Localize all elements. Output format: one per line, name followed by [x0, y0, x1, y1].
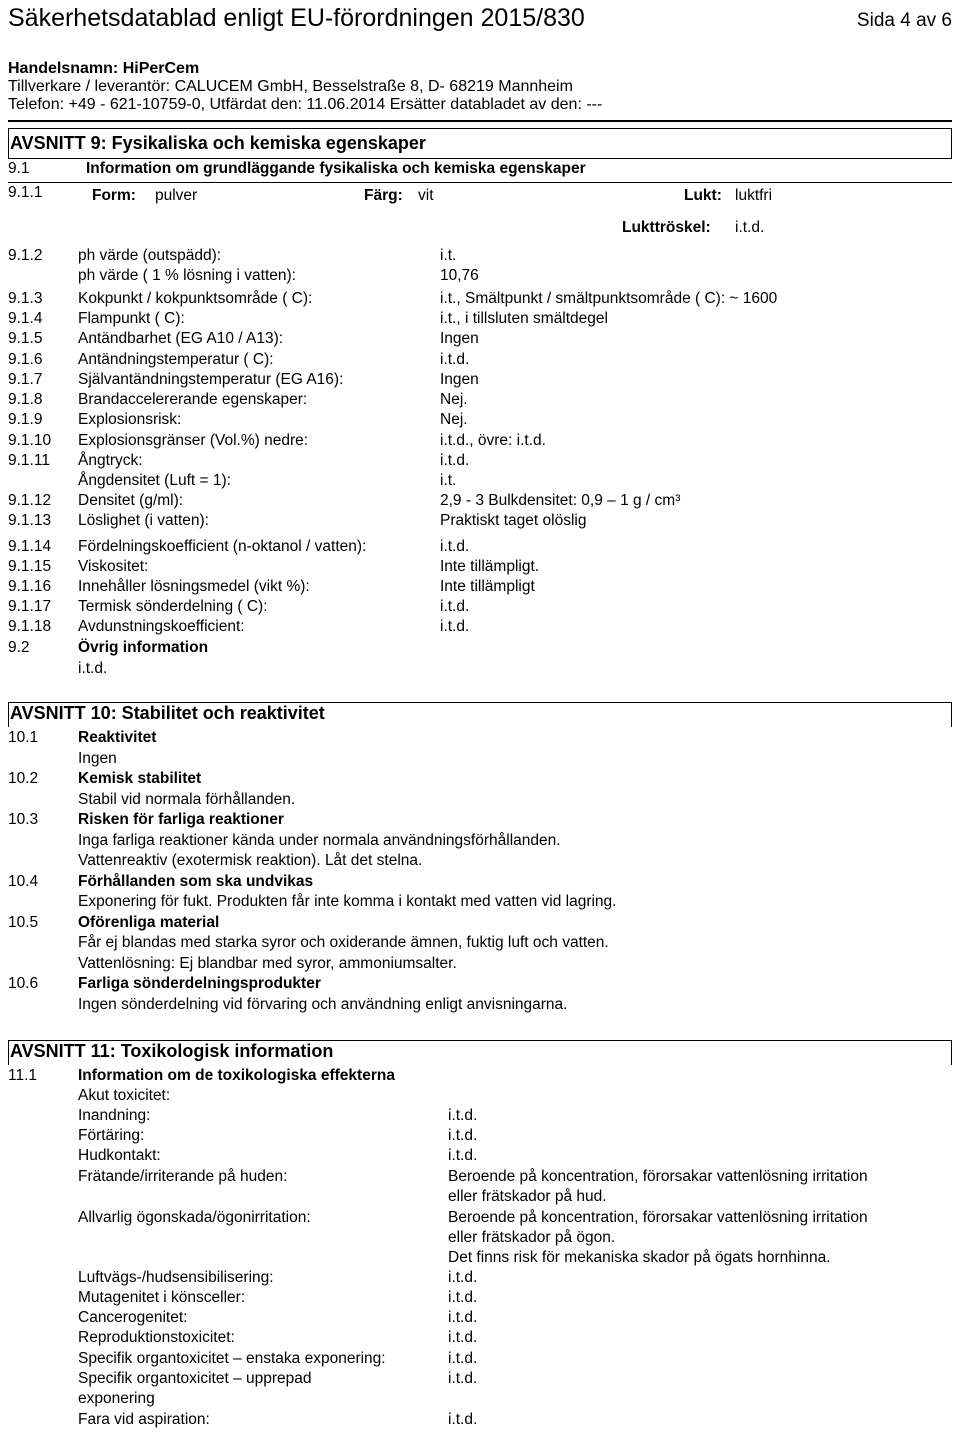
toxicity-row-continued — [8, 1389, 952, 1409]
toxicity-value: i.t.d. — [448, 1127, 478, 1144]
item-text: Vattenlösning: Ej blandbar med syror, ammoniumsalter. — [78, 954, 457, 972]
property-value: 10,76 — [440, 267, 479, 284]
property-number: 9.1.7 — [8, 371, 43, 388]
property-value: Nej. — [440, 391, 468, 408]
header-divider — [8, 120, 952, 122]
acute-toxicity-label: Akut toxicitet: — [78, 1087, 171, 1104]
property-row — [8, 289, 952, 309]
subsection-num: 9.1 — [8, 160, 30, 177]
stability-item-text — [8, 933, 952, 953]
subsection-9-1 — [8, 158, 952, 179]
stability-item-text — [8, 790, 952, 810]
property-row — [8, 329, 952, 349]
item-heading: Förhållanden som ska undvikas — [78, 872, 314, 890]
property-value: i.t., Smältpunkt / smältpunktsområde ( C): ~ 1600 — [440, 290, 778, 307]
property-number: 9.1.14 — [8, 538, 52, 555]
toxicity-row — [8, 1146, 952, 1166]
property-row — [8, 390, 952, 410]
phone-issued: Telefon: +49 - 621-10759-0, Utfärdat den: 11.06.2014 Ersätter databladet av den: --- — [8, 96, 603, 113]
toxicity-label: Allvarlig ögonskada/ögonirritation: — [78, 1209, 311, 1226]
property-value: i.t.d. — [440, 452, 470, 469]
property-number: 9.1.4 — [8, 310, 43, 327]
item-number: 10.1 — [8, 729, 39, 746]
property-row — [8, 577, 952, 597]
toxicity-row — [8, 1369, 952, 1389]
property-row — [8, 370, 952, 390]
item-text: Ingen sönderdelning vid förvaring och användning enligt anvisningarna. — [78, 995, 568, 1013]
row-9-1-1 — [8, 182, 952, 205]
property-row — [8, 491, 952, 511]
property-number: 9.1.12 — [8, 492, 52, 509]
toxicity-value-continued: eller frätskador på ögon. — [448, 1229, 616, 1246]
property-number: 9.1.6 — [8, 351, 43, 368]
property-label: Termisk sönderdelning ( C): — [78, 598, 268, 615]
property-label: Självantändningstemperatur (EG A16): — [78, 371, 344, 388]
form-label: Form: — [92, 187, 136, 204]
item-number: 10.3 — [8, 811, 39, 828]
item-heading: Oförenliga material — [78, 913, 220, 931]
toxicity-row — [8, 1349, 952, 1369]
property-row — [8, 557, 952, 577]
property-value: i.t., i tillsluten smältdegel — [440, 310, 608, 327]
other-info-label: Övrig information — [78, 639, 209, 656]
toxicity-value: i.t.d. — [448, 1269, 478, 1286]
property-number: 9.1.18 — [8, 618, 52, 635]
property-row — [8, 266, 952, 286]
toxicity-label: Cancerogenitet: — [78, 1309, 188, 1326]
item-number: 10.2 — [8, 770, 39, 787]
row-num: 11.1 — [8, 1067, 38, 1084]
section-10-title: AVSNITT 10: Stabilitet och reaktivitet — [10, 703, 325, 723]
toxicity-label: Hudkontakt: — [78, 1147, 161, 1164]
property-row — [8, 350, 952, 370]
property-value: Inte tillämpligt — [440, 578, 535, 595]
toxicity-value: i.t.d. — [448, 1107, 478, 1124]
property-value: i.t.d. — [440, 538, 470, 555]
row-num: 9.2 — [8, 639, 30, 656]
property-number: 9.1.2 — [8, 247, 43, 264]
property-row — [8, 471, 952, 491]
toxicity-label: Reproduktionstoxicitet: — [78, 1329, 235, 1346]
property-row — [8, 617, 952, 637]
document-title: Säkerhetsdatablad enligt EU-förordningen 2015/830 — [8, 4, 585, 32]
odor-threshold-value: i.t.d. — [735, 219, 765, 236]
toxicity-label: Frätande/irriterande på huden: — [78, 1168, 288, 1185]
property-label: Explosionsgränser (Vol.%) nedre: — [78, 432, 309, 449]
subsection-11-1 — [8, 1066, 952, 1086]
odor-label: Lukt: — [684, 187, 722, 204]
property-number: 9.1.13 — [8, 512, 52, 529]
property-value: Inte tillämpligt. — [440, 558, 540, 575]
property-value: Ingen — [440, 371, 479, 388]
property-value: i.t.d. — [440, 598, 470, 615]
property-label: Viskositet: — [78, 558, 149, 575]
property-row — [8, 431, 952, 451]
property-label: Flampunkt ( C): — [78, 310, 185, 327]
property-label: Löslighet (i vatten): — [78, 512, 209, 529]
subsection-label: Information om grundläggande fysikaliska och kemiska egenskaper — [86, 160, 586, 177]
item-text: Får ej blandas med starka syror och oxiderande ämnen, fuktig luft och vatten. — [78, 934, 609, 951]
property-label: Antändbarhet (EG A10 / A13): — [78, 330, 284, 347]
property-row — [8, 410, 952, 430]
stability-item-text — [8, 995, 952, 1015]
toxicity-label: Fara vid aspiration: — [78, 1411, 210, 1428]
toxicity-row — [8, 1328, 952, 1348]
toxicity-row-continued — [8, 1248, 952, 1268]
property-row — [8, 246, 952, 266]
odor-threshold-label: Lukttröskel: — [622, 219, 711, 236]
stability-item-text — [8, 954, 952, 974]
stability-item-text — [8, 851, 952, 871]
item-text: Ingen — [78, 749, 117, 767]
toxicity-value: i.t.d. — [448, 1329, 478, 1346]
property-number: 9.1.8 — [8, 391, 43, 408]
property-label: Brandaccelererande egenskaper: — [78, 391, 308, 408]
stability-item-heading — [8, 974, 952, 994]
toxicity-label: Mutagenitet i könsceller: — [78, 1289, 246, 1306]
toxicity-value: i.t.d. — [448, 1411, 478, 1428]
section-9-title: AVSNITT 9: Fysikaliska och kemiska egenskaper — [10, 133, 426, 153]
toxicity-value: Beroende på koncentration, förorsakar vattenlösning irritation — [448, 1209, 868, 1226]
section-11-title: AVSNITT 11: Toxikologisk information — [10, 1041, 334, 1061]
property-value: i.t.d., övre: i.t.d. — [440, 432, 546, 449]
toxicity-value-continued: eller frätskador på hud. — [448, 1188, 607, 1205]
property-number: 9.1.10 — [8, 432, 52, 449]
toxicity-label: Förtäring: — [78, 1127, 145, 1144]
toxicity-value-continued: Det finns risk för mekaniska skador på ögats hornhinna. — [448, 1249, 831, 1266]
acute-toxicity-row — [8, 1086, 952, 1106]
property-number: 9.1.17 — [8, 598, 52, 615]
item-heading: Kemisk stabilitet — [78, 770, 202, 787]
property-value: i.t.d. — [440, 618, 470, 635]
property-label: Avdunstningskoefficient: — [78, 618, 245, 635]
subsection-label: Information om de toxikologiska effekterna — [78, 1067, 395, 1084]
toxicity-row-continued — [8, 1228, 952, 1248]
stability-item-heading — [8, 769, 952, 789]
property-number: 9.1.16 — [8, 578, 52, 595]
color-value: vit — [418, 187, 434, 204]
property-number: 9.1.11 — [8, 452, 50, 469]
property-number: 9.1.15 — [8, 558, 52, 575]
property-value: Praktiskt taget olöslig — [440, 512, 587, 529]
item-heading: Reaktivitet — [78, 729, 157, 746]
stability-item-text — [8, 749, 952, 769]
toxicity-value: Beroende på koncentration, förorsakar vattenlösning irritation — [448, 1168, 868, 1185]
stability-item-text — [8, 831, 952, 851]
property-row — [8, 597, 952, 617]
trade-name: Handelsnamn: HiPerCem — [8, 60, 200, 77]
property-number: 9.1.3 — [8, 290, 43, 307]
property-value: i.t. — [440, 472, 457, 489]
row-odor-threshold — [8, 218, 952, 238]
property-row — [8, 309, 952, 329]
toxicity-row — [8, 1410, 952, 1430]
property-number: 9.1.5 — [8, 330, 43, 347]
property-label: Ångdensitet (Luft = 1): — [78, 472, 231, 489]
property-label: Ångtryck: — [78, 452, 143, 469]
item-number: 10.5 — [8, 913, 39, 931]
toxicity-row — [8, 1268, 952, 1288]
toxicity-row — [8, 1126, 952, 1146]
subsection-9-2 — [8, 638, 952, 658]
toxicity-row — [8, 1288, 952, 1308]
toxicity-row — [8, 1308, 952, 1328]
property-value: Ingen — [440, 330, 479, 347]
row-num: 9.1.1 — [8, 184, 43, 201]
property-row — [8, 451, 952, 471]
stability-item-heading — [8, 810, 952, 830]
property-number: 9.1.9 — [8, 411, 43, 428]
item-text: Inga farliga reaktioner kända under normala användningsförhållanden. — [78, 831, 561, 849]
form-value: pulver — [155, 187, 198, 204]
stability-item-heading — [8, 728, 952, 748]
property-label: Densitet (g/ml): — [78, 492, 184, 509]
property-label: Fördelningskoefficient (n-oktanol / vatten): — [78, 538, 367, 555]
property-value: Nej. — [440, 411, 468, 428]
property-label: Innehåller lösningsmedel (vikt %): — [78, 578, 310, 595]
page-number: Sida 4 av 6 — [856, 10, 952, 31]
property-label: Antändningstemperatur ( C): — [78, 351, 274, 368]
color-label: Färg: — [364, 187, 403, 204]
other-info-value: i.t.d. — [78, 660, 108, 677]
property-row — [8, 511, 952, 531]
property-value: i.t.d. — [440, 351, 470, 368]
property-label: Kokpunkt / kokpunktsområde ( C): — [78, 290, 313, 307]
toxicity-row — [8, 1106, 952, 1126]
toxicity-value: i.t.d. — [448, 1147, 478, 1164]
property-label: ph värde ( 1 % lösning i vatten): — [78, 267, 296, 284]
toxicity-row — [8, 1208, 952, 1228]
stability-item-text — [8, 892, 952, 912]
item-heading: Risken för farliga reaktioner — [78, 811, 284, 828]
toxicity-value: i.t.d. — [448, 1370, 478, 1387]
toxicity-value: i.t.d. — [448, 1289, 478, 1306]
toxicity-value: i.t.d. — [448, 1350, 478, 1367]
item-number: 10.4 — [8, 872, 39, 890]
property-value: 2,9 - 3 Bulkdensitet: 0,9 – 1 g / cm³ — [440, 492, 681, 509]
item-text: Stabil vid normala förhållanden. — [78, 790, 296, 808]
manufacturer: Tillverkare / leverantör: CALUCEM GmbH, Besselstraße 8, D- 68219 Mannheim — [8, 78, 573, 95]
property-label: Explosionsrisk: — [78, 411, 182, 428]
toxicity-label: Luftvägs-/hudsensibilisering: — [78, 1269, 274, 1286]
item-text: Vattenreaktiv (exotermisk reaktion). Låt det stelna. — [78, 852, 423, 869]
property-value: i.t. — [440, 247, 457, 264]
toxicity-label-continued: exponering — [78, 1390, 155, 1407]
toxicity-label: Specifik organtoxicitet – enstaka exponering: — [78, 1350, 386, 1367]
property-row — [8, 537, 952, 557]
property-label: ph värde (outspädd): — [78, 247, 222, 264]
odor-value: luktfri — [735, 187, 773, 204]
stability-item-heading — [8, 872, 952, 892]
toxicity-label: Inandning: — [78, 1107, 151, 1124]
item-heading: Farliga sönderdelningsprodukter — [78, 975, 321, 992]
toxicity-label: Specifik organtoxicitet – upprepad — [78, 1370, 312, 1387]
toxicity-row-continued — [8, 1187, 952, 1207]
toxicity-value: i.t.d. — [448, 1309, 478, 1326]
toxicity-row — [8, 1167, 952, 1187]
item-number: 10.6 — [8, 975, 39, 992]
other-info-row — [8, 659, 952, 679]
stability-item-heading — [8, 913, 952, 933]
item-text: Exponering för fukt. Produkten får inte komma i kontakt med vatten vid lagring. — [78, 893, 617, 910]
